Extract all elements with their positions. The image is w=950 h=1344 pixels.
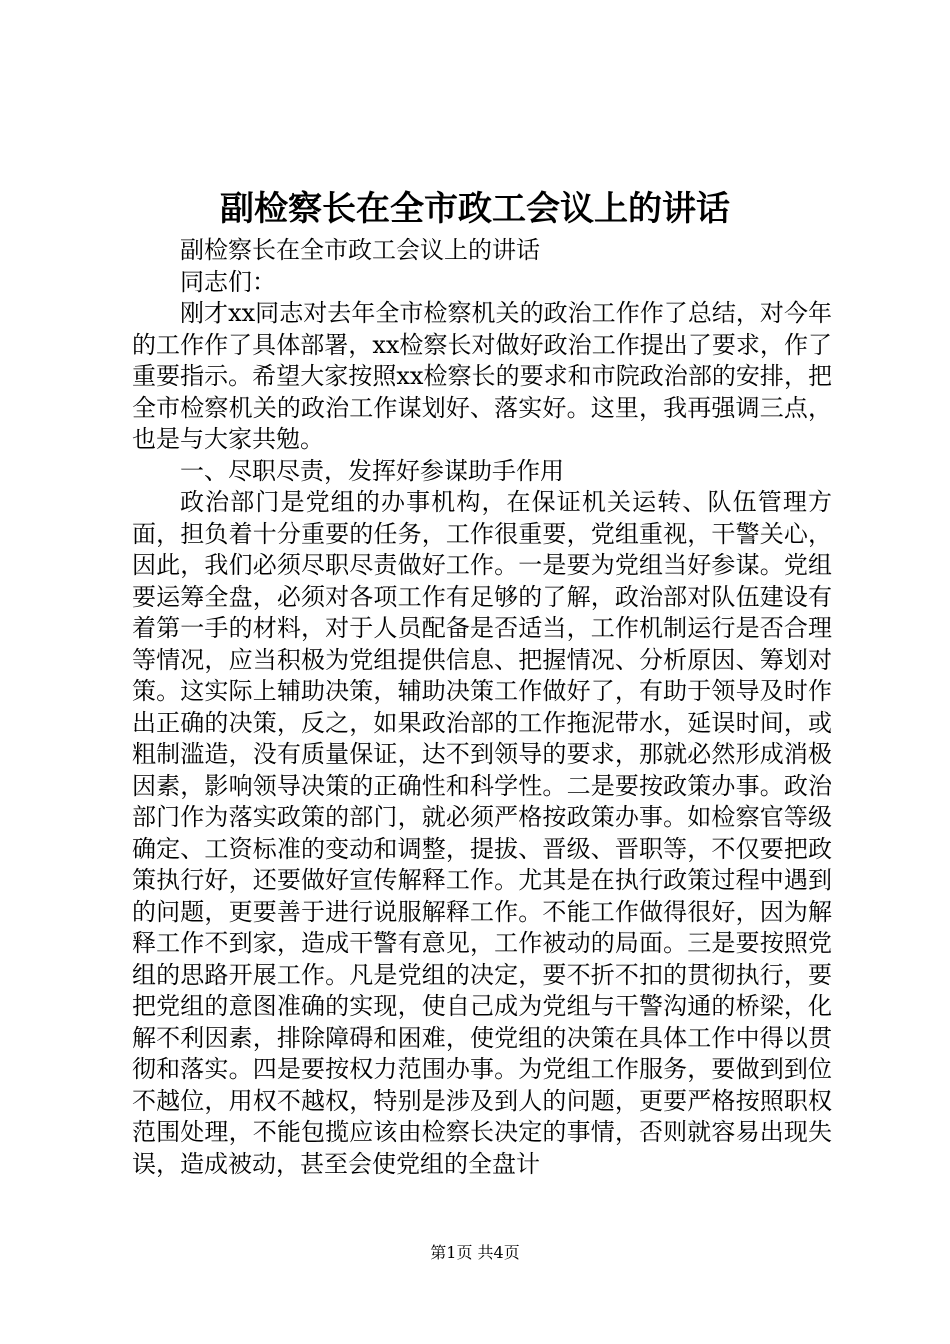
- section-heading-1: 一、尽职尽责，发挥好参谋助手作用: [180, 456, 564, 485]
- paragraph-salutation: 同志们：: [180, 267, 276, 296]
- document-title: 副检察长在全市政工会议上的讲话: [220, 189, 730, 229]
- page-footer: 第1页 共4页: [430, 1243, 520, 1262]
- paragraph-intro: 刚才xx同志对去年全市检察机关的政治工作作了总结，对今年的工作作了具体部署，xx检察长对做好政治工作提出了要求，作了重要指示。希望大家按照xx检察长的要求和市院政治部的安排，把全市检察机关的政治工作谋划好、落实好。这里，我再强调三点，也是与大家共勉。: [132, 299, 832, 453]
- paragraph-section-1: 政治部门是党组的办事机构，在保证机关运转、队伍管理方面，担负着十分重要的任务，工作很重要，党组重视，干警关心，因此，我们必须尽职尽责做好工作。一是要为党组当好参谋。党组要运筹全盘，必须对各项工作有足够的了解，政治部对队伍建设有着第一手的材料，对于人员配备是否适当，工作机制运行是否合理等情况，应当积极为党组提供信息、把握情况、分析原因、筹划对策。这实际上辅助决策，辅助决策工作做好了，有助于领导及时作出正确的决策，反之，如果政治部的工作拖泥带水，延误时间，或粗制滥造，没有质量保证，达不到领导的要求，那就必然形成消极因素，影响领导决策的正确性和科学性。二是要按政策办事。政治部门作为落实政策的部门，就必须严格按政策办事。如检察官等级确定、工资标准的变动和调整，提拔、晋级、晋职等，不仅要把政策执行好，还要做好宣传解释工作。尤其是在执行政策过程中遇到的问题，更要善于进行说服解释工作。不能工作做得很好，因为解释工作不到家，造成干警有意见，工作被动的局面。三是要按照党组的思路开展工作。凡是党组的决定，要不折不扣的贯彻执行，要把党组的意图准确的实现，使自己成为党组与干警沟通的桥梁，化解不利因素，排除障碍和困难，使党组的决策在具体工作中得以贯彻和落实。四是要按权力范围办事。为党组工作服务，要做到到位不越位，用权不越权，特别是涉及到人的问题，更要严格按照职权范围处理，不能包揽应该由检察长决定的事情，否则就容易出现失误，造成被动，甚至会使党组的全盘计: [132, 488, 832, 1178]
- document-body: [132, 235, 832, 1180]
- paragraph-subtitle: 副检察长在全市政工会议上的讲话: [180, 236, 540, 264]
